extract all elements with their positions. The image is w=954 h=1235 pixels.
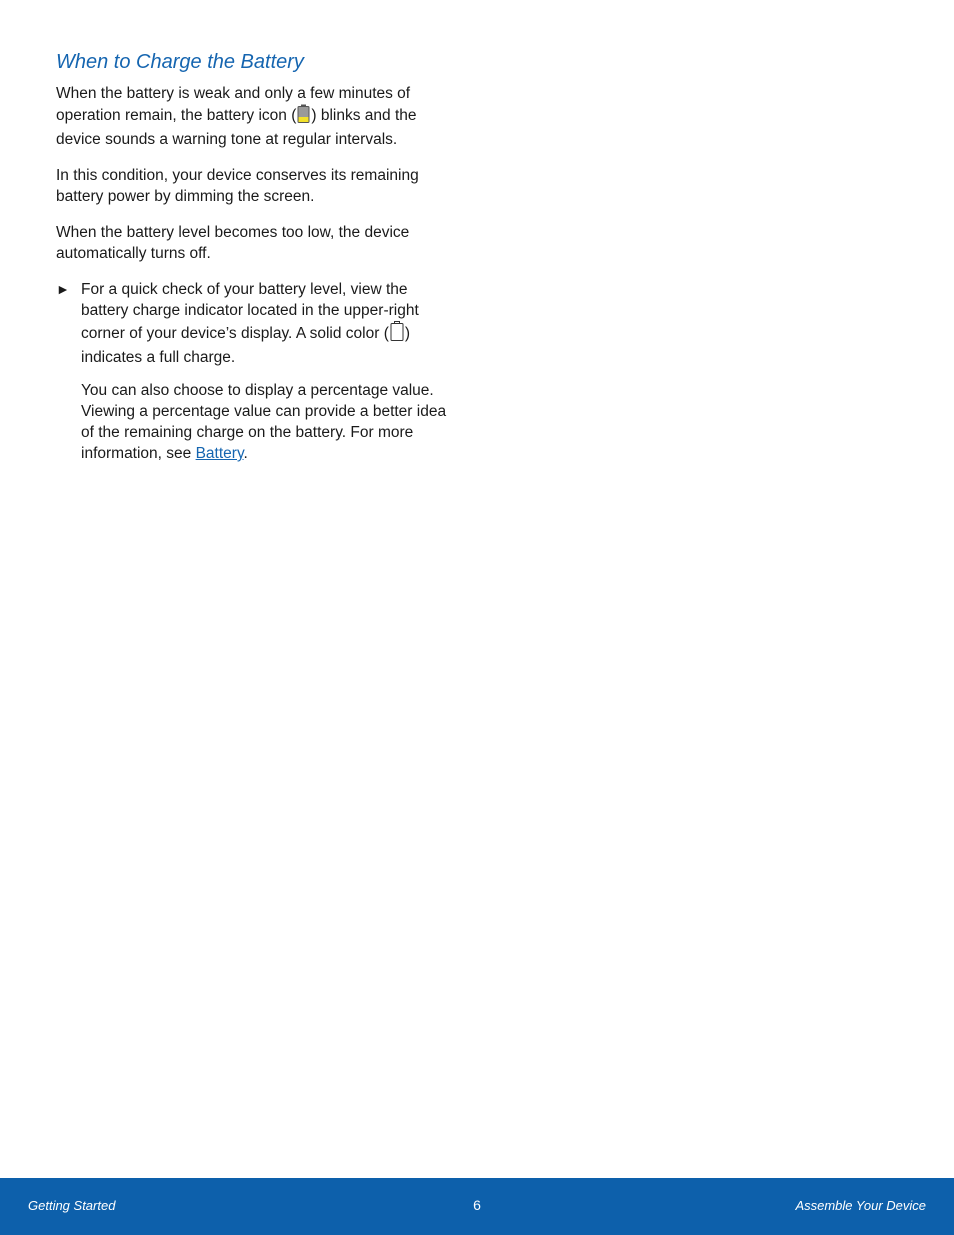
section-title: When to Charge the Battery [56,51,304,73]
paragraph-text-after-icon: ) blinks and the device sounds a warning tone at regular intervals. [56,107,417,148]
percentage-text-end: . [243,445,248,462]
battery-link[interactable]: Battery [195,445,244,462]
bullet-text [81,279,456,368]
bullet-text-before-icon: For a quick check of your battery level, view the battery charge indicator located in the upper-right corner of your device’s display. A solid color ( [81,281,419,342]
bullet-item [56,279,456,368]
paragraph-battery-weak [56,83,456,150]
percentage-text: You can also choose to display a percentage value. Viewing a percentage value can provide a better idea of the remaining charge on the battery. For more information, see [81,382,447,462]
bullet-arrow-icon: ► [56,281,70,297]
battery-full-icon [390,321,404,347]
page-footer [0,1178,954,1235]
paragraph-percentage [56,380,456,464]
battery-low-icon [297,104,310,129]
footer-page-number: 6 [473,1197,481,1213]
paragraph-text-before-icon: When the battery is weak and only a few minutes of operation remain, the battery icon ( [56,85,411,124]
paragraph-conserve-power: In this condition, your device conserves its remaining battery power by dimming the screen. [56,167,419,205]
main-content [56,48,456,479]
footer-chapter-label: Getting Started [28,1198,116,1213]
footer-section-label: Assemble Your Device [795,1198,926,1213]
bullet-text-after-icon: ) indicates a full charge. [81,325,411,366]
paragraph-turns-off: When the battery level becomes too low, the device automatically turns off. [56,224,410,262]
